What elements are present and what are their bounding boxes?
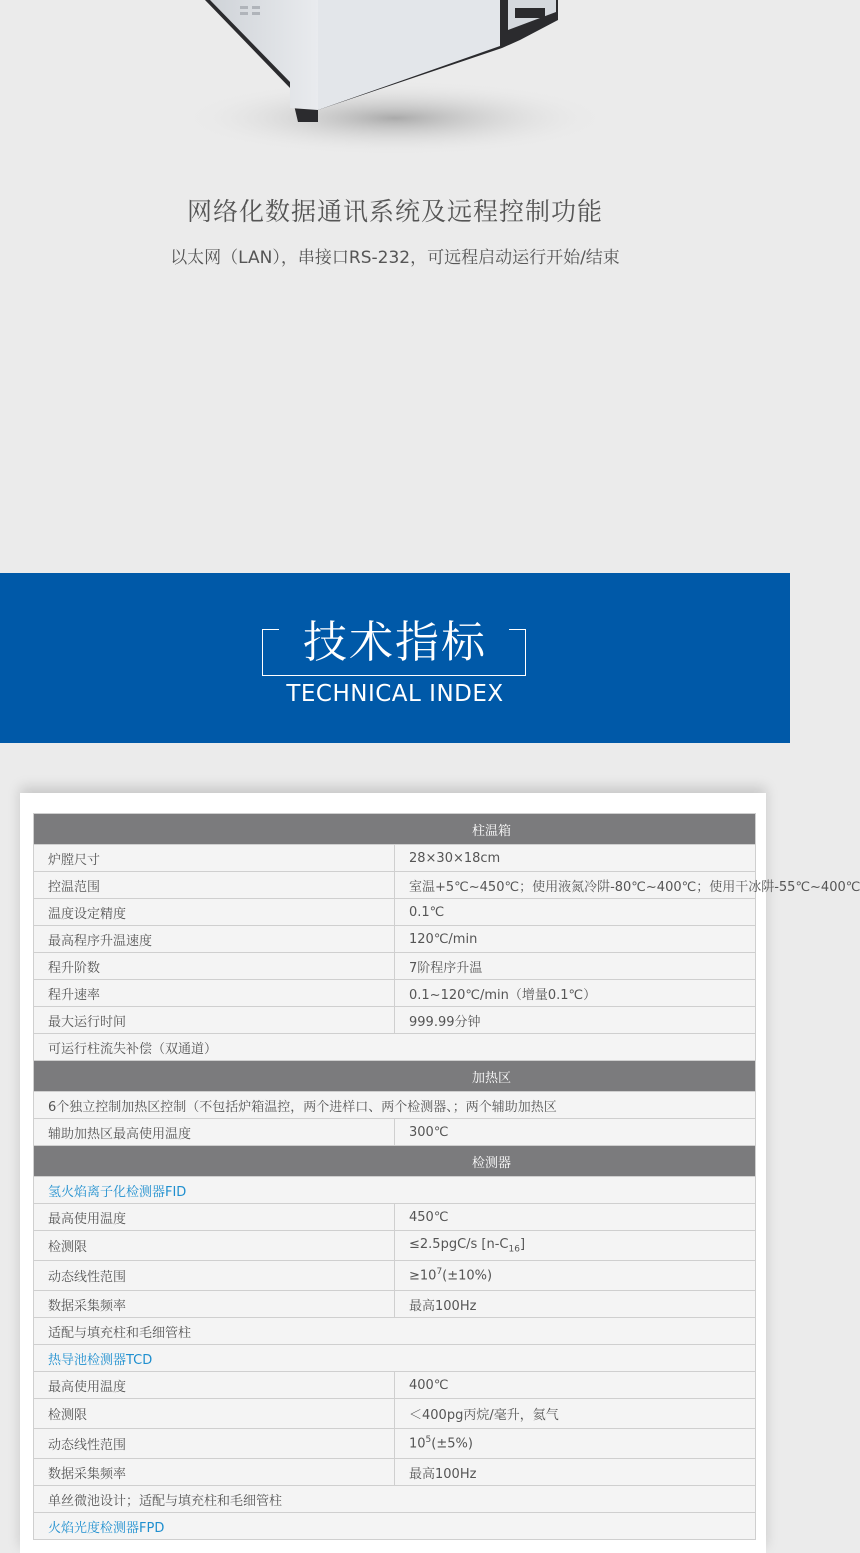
table-row: 辅助加热区最高使用温度 300℃ <box>34 1119 756 1146</box>
table-row: 单丝微池设计；适配与填充柱和毛细管柱 <box>34 1486 756 1513</box>
feature-title: 网络化数据通讯系统及远程控制功能 <box>186 197 603 226</box>
section-header-heater: 加热区 <box>34 1061 756 1092</box>
table-row: 最高使用温度 400℃ <box>34 1372 756 1399</box>
banner-subtitle: TECHNICAL INDEX <box>286 681 504 707</box>
banner-title: 技术指标 <box>303 617 487 668</box>
table-row: 程升速率 0.1~120℃/min（增量0.1℃） <box>34 980 756 1007</box>
gas-chromatograph-image <box>0 0 790 170</box>
spec-card <box>20 793 860 1553</box>
table-row: 数据采集频率 最高100Hz <box>34 1459 756 1486</box>
detector-name-fpd: 火焰光度检测器FPD <box>34 1513 756 1540</box>
table-row: 炉膛尺寸 28×30×18cm <box>34 845 756 872</box>
section-banner <box>0 573 790 743</box>
table-row: 控温范围 室温+5℃~450℃；使用液氮冷阱-80℃~400℃；使用干冰阱-55℃~400℃ <box>34 872 756 899</box>
section-header-oven: 柱温箱 <box>34 814 756 845</box>
table-row: 最大运行时间 999.99分钟 <box>34 1007 756 1034</box>
table-row: 6个独立控制加热区控制（不包括炉箱温控，两个进样口、两个检测器、；两个辅助加热区 <box>34 1092 756 1119</box>
table-row: 最高使用温度 450℃ <box>34 1204 756 1231</box>
product-hero <box>0 0 790 573</box>
table-row: 程升阶数 7阶程序升温 <box>34 953 756 980</box>
table-row: 可运行柱流失补偿（双通道） <box>34 1034 756 1061</box>
table-row: 数据采集频率 最高100Hz <box>34 1291 756 1318</box>
table-row: 最高程序升温速度 120℃/min <box>34 926 756 953</box>
table-row: 动态线性范围 $\ge 10^7(\pm 10\%)$ <box>34 1261 756 1291</box>
feature-subtitle: 以太网（LAN），串接口RS-232，可远程启动运行开始/结束 <box>170 248 620 268</box>
table-row: 温度设定精度 0.1℃ <box>34 899 756 926</box>
table-row: 检测限 ≤2.5pgC/s $[n-C_{16}]$ <box>34 1231 756 1261</box>
spec-table <box>33 813 860 1540</box>
detector-name-tcd: 热导池检测器TCD <box>34 1345 756 1372</box>
section-header-detector: 检测器 <box>34 1146 756 1177</box>
table-row: 适配与填充柱和毛细管柱 <box>34 1318 756 1345</box>
table-row: 动态线性范围 $10^5(\pm 5\%)$ <box>34 1429 756 1459</box>
table-row: 检测限 ＜400pg丙烷/毫升，氦气 <box>34 1399 756 1429</box>
detector-name-fid: 氢火焰离子化检测器FID <box>34 1177 756 1204</box>
